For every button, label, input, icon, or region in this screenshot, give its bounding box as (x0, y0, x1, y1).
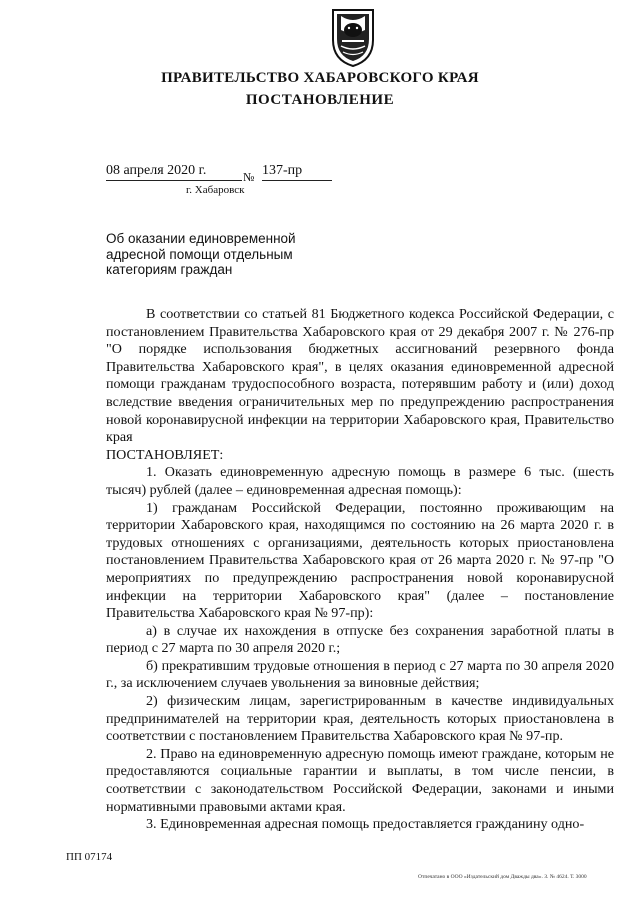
body-paragraph: б) прекратившим трудовые отношения в период с 27 марта по 30 апреля 2020 г., за исключением случаев увольнения за виновные действия; (106, 657, 614, 692)
organization-title: ПРАВИТЕЛЬСТВО ХАБАРОВСКОГО КРАЯ (161, 70, 479, 86)
document-number: 137-пр (262, 163, 332, 181)
document-code: ПП 07174 (66, 851, 113, 863)
body-paragraph: 1. Оказать единовременную адресную помощь в размере 6 тыс. (шесть тысяч) рублей (далее – единовременная адресная помощь): (106, 464, 614, 498)
document-city: г. Хабаровск (186, 184, 245, 196)
body-paragraph: а) в случае их нахождения в отпуске без сохранения заработной платы в период с 27 марта по 30 апреля 2020 г.; (106, 622, 614, 657)
document-subject: Об оказании единовременной адресной помощи отдельным категориям граждан (106, 231, 296, 277)
printer-note: Отпечатано в ООО «Издательский дом Дважды два». З. № 4624. Т. 3000 (418, 874, 587, 880)
document-date: 08 апреля 2020 г. (106, 163, 242, 181)
preamble-paragraph: В соответствии со статьей 81 Бюджетного кодекса Российской Федерации, с постановлением Правительства Хабаровского края от 29 декабря 2007 г. № 276-пр "О порядке использования бюджетных ассигнований резервного фонда Правительства Хабаровского края", в целях оказания единовременной адресной помощи гражданам трудоспособного возраста, потерявшим работу и (или) доход вследствие введения ограничительных мер по предупреждению распространения новой коронавирусной инфекции на территории Хабаровского края, Правительство края (106, 306, 614, 446)
number-label: № (243, 170, 255, 184)
body-paragraph: 2) физическим лицам, зарегистрированным в качестве индивидуальных предпринимателей на территории края, деятельность которых приостановлена в соответствии с постановлением Правительства Хабаровского края № 97-пр. (106, 693, 614, 745)
body-paragraph: 3. Единовременная адресная помощь предоставляется гражданину одно- (146, 816, 585, 833)
document-type: ПОСТАНОВЛЕНИЕ (245, 92, 395, 108)
body-paragraph: 2. Право на единовременную адресную помощь имеют граждане, которым не предоставляются социальные гарантии и выплаты, в том числе пенсии, в соответствии с законодательством Российской Федерации, законами и иными нормативными правовыми актами края. (106, 745, 614, 815)
khabarovsk-coat-of-arms-icon (327, 6, 379, 68)
document-body (106, 306, 614, 834)
body-paragraph: 1) гражданам Российской Федерации, постоянно проживающим на территории Хабаровского края, находящимся по состоянию на 26 марта 2020 г. в трудовых отношениях с организациями, деятельность которых приостановлена постановлением Правительства Хабаровского края от 26 марта 2020 г. № 97-пр "О мероприятиях по предупреждению распространения новой коронавирусной инфекции на территории Хабаровского края" (далее – постановление Правительства Хабаровского края № 97-пр): (106, 499, 614, 622)
decree-word: ПОСТАНОВЛЯЕТ: (106, 446, 224, 463)
